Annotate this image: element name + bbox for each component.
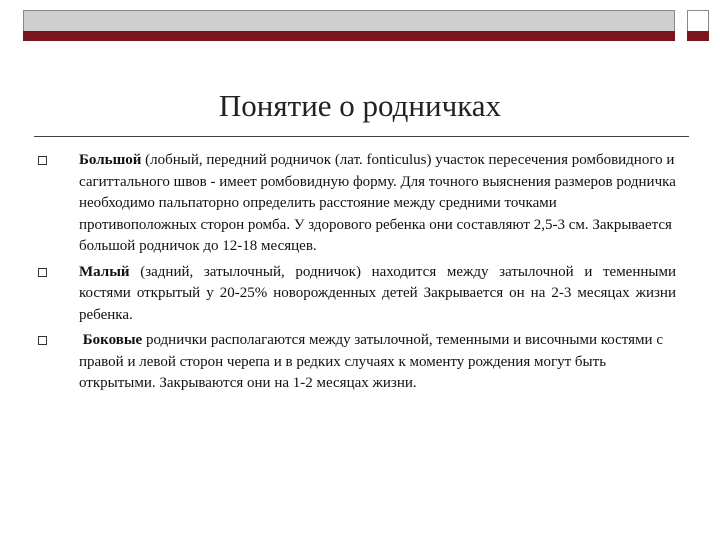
item-text: роднички располагаются между затылочной, теменными и височными костями с правой и левой сторон черепа и в редких случаях к моменту рождения могут быть открытыми. Закрываются они на 1-2 месяцах жизни. xyxy=(79,332,663,391)
corner-outline-square xyxy=(687,10,709,32)
hollow-square-bullet-icon xyxy=(38,268,47,277)
hollow-square-bullet-icon xyxy=(38,336,47,345)
item-lead: Большой xyxy=(79,152,142,168)
list-item-large-fontanelle xyxy=(36,150,676,258)
item-lead: Боковые xyxy=(79,332,143,348)
item-text: (лобный, передний родничок (лат. fonticulus) участок пересечения ромбовидного и сагиттального швов - имеет ромбовидную форму. Для точного выяснения размеров родничка необходимо пальпаторно определить расстояние между средними точками противоположных сторон ромба. У здорового ребенка они составляют 2,5-3 см. Закрывается большой родничок до 12-18 месяцев. xyxy=(79,152,676,254)
item-text: (задний, затылочный, родничок) находится между затылочной и теменными костями открытый у 20-25% новорожденных детей Закрывается он на 2-3 месяцах жизни ребенка. xyxy=(79,263,676,323)
corner-red-square xyxy=(687,31,709,41)
slide-title: Понятие о родничках xyxy=(218,88,502,123)
header-gray-band xyxy=(23,10,675,32)
hollow-square-bullet-icon xyxy=(38,156,47,165)
title-divider xyxy=(34,136,689,137)
bullet-list xyxy=(36,150,676,399)
list-item-lateral-fontanelles xyxy=(36,330,676,395)
item-lead: Малый xyxy=(79,263,130,280)
header-red-band xyxy=(23,31,675,41)
list-item-small-fontanelle xyxy=(36,262,676,327)
